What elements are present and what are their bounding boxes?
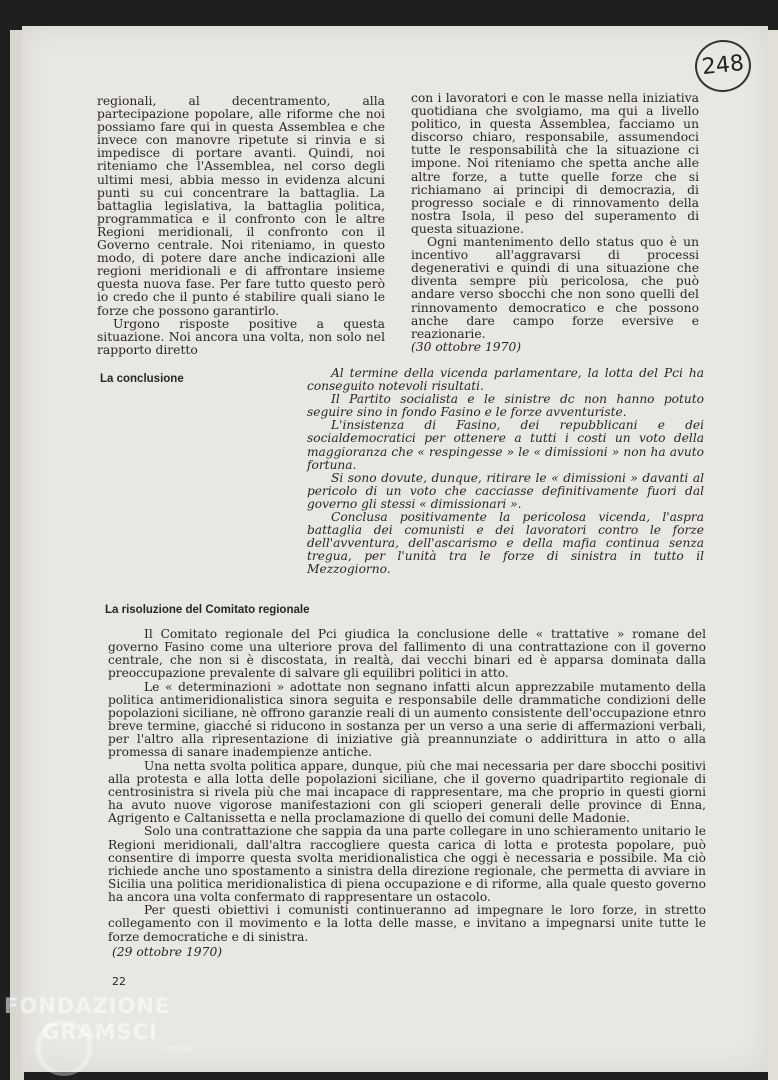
- risoluzione-paragraph-2: Le « determinazioni » adottate non segnano infatti alcun apprezzabile mutamento della politica antimeridionalistica sinora seguita e responsabile delle drammatiche condizioni delle popolazioni siciliane, nè offrono garanzie reali di un aumento consistente dell'occupazione etnro breve termine, giacché si riducono in sostanza per un verso a una serie di affermazioni verbali, per l'altro alla ripresentazione di iniziative già preannunziate o addirittura in atto o alla promessa di sanare inadempienze antiche.: [108, 679, 706, 760]
- risoluzione-paragraph-4: Solo una contrattazione che sappia da una parte collegare in uno schieramento unitario le Regioni meridionali, dall'altra raccogliere questa carica di lotta e protesta popolare, può consentire di imporre questa svolta meridionalistica che oggi è necessaria e possibile. Ma ciò richiede anche uno spostamento a sinistra della direzione regionale, che permetta di avviare in Sicilia una politica meridionalistica di piena occupazione e di riforme, alla quale questo governo ha ancora una volta confermato di rappresentare un ostacolo.: [108, 824, 706, 905]
- risoluzione-body: [108, 628, 706, 944]
- right-paragraph-1: con i lavoratori e con le masse nella iniziativa quotidiana che svolgiamo, ma qui a livello politico, in questa Assemblea, facciamo un discorso chiaro, responsabile, assumendoci tutte le responsabilità che la situazione ci impone. Noi riteniamo che spetta anche alle altre forze, a tutte quelle forze che si richiamano ai principi di democrazia, di progresso sociale e di rinnovamento della nostra Isola, il peso del superamento di questa situazione.: [411, 91, 699, 236]
- page-edge-right: [768, 30, 778, 1080]
- page-stamp: 248: [692, 37, 753, 95]
- watermark-line-1: FONDAZIONE: [4, 994, 171, 1018]
- risoluzione-date: (29 ottobre 1970): [112, 945, 223, 959]
- right-paragraph-2: Ogni mantenimento dello status quo è un incentivo all'aggravarsi di processi degenerativi e quindi di una situazione che diventa sempre più pericolosa, che può andare verso sbocchi che non sono quelli del rinnovamento democratico e che possono anche dare campo forze eversive e reazionarie.: [411, 235, 699, 341]
- left-paragraph-1: regionali, al decentramento, alla partecipazione popolare, alle riforme che noi possiamo fare qui in questa Assemblea e che invece con manovre ripetute si rinvia e si impedisce di portare avanti. Quindi, noi riteniamo che l'Assemblea, nel corso degli ultimi mesi, abbia messo in evidenza alcuni punti su cui concentrare la battaglia. La battaglia legislativa, la battaglia politica, programmatica e il confronto con le altre Regioni meridionali, il confronto con il Governo centrale. Noi riteniamo, in questo modo, di potere dare anche indicazioni alle regioni meridionali e di affrontare insieme questa nuova fase. Per fare tutto questo però io credo che il punto é stabilire quali siano le forze che possono garantirlo.: [97, 94, 385, 318]
- risoluzione-paragraph-5: Per questi obiettivi i comunisti continueranno ad impegnare le loro forze, in stretto collegamento con il movimento e la lotta delle masse, e invitano a impegnarsi unite tutte le forze democratiche e di sinistra.: [108, 903, 706, 944]
- risoluzione-paragraph-3: Una netta svolta politica appare, dunque, più che mai necessaria per dare sbocchi positivi alla protesta e alla lotta delle popolazioni siciliane, che il governo quadripartito regionale di centrosinistra si rivela più che mai incapace di rappresentare, ma che proprio in questi giorni ha avuto nuove vigorose manifestazioni con gli scioperi generali delle province di Enna, Agrigento e Caltanissetta e nella proclamazione di quello dei comuni delle Madonie.: [108, 758, 706, 826]
- watermark-line-2: GRAMSCI: [42, 1020, 158, 1044]
- risoluzione-heading: La risoluzione del Comitato regionale: [105, 604, 310, 616]
- page-number: 22: [112, 975, 126, 988]
- conclusione-paragraph-4: Si sono dovute, dunque, ritirare le « dimissioni » davanti al pericolo di un voto che cacciasse definitivamente fuori dal governo gli stessi « dimissionari ».: [307, 470, 704, 511]
- conclusione-paragraph-5: Conclusa positivamente la pericolosa vicenda, l'aspra battaglia dei comunisti e dei lavoratori contro le forze dell'avventura, dell'ascarismo e della mafia continua senza tregua, per l'unità tra le forze di sinistra in tutto il Mezzogiorno.: [307, 510, 704, 577]
- right-column-date: (30 ottobre 1970): [411, 339, 522, 354]
- column-right: [411, 92, 699, 354]
- conclusione-heading: La conclusione: [100, 373, 184, 385]
- watermark-line-3: onlus: [164, 1044, 194, 1054]
- conclusione-paragraph-1: Al termine della vicenda parlamentare, la lotta del Pci ha conseguito notevoli risultati.: [307, 366, 704, 394]
- left-paragraph-2: Urgono risposte positive a questa situazione. Noi ancora una volta, non solo nel rapporto diretto: [97, 316, 385, 357]
- conclusione-body: [307, 367, 704, 577]
- conclusione-paragraph-3: L'insistenza di Fasino, dei repubblicani e dei socialdemocratici per ottenere a tutti i costi un voto della maggioranza che « respingesse » le « dimissioni » non ha avuto fortuna.: [307, 418, 704, 472]
- column-left: [97, 95, 385, 357]
- conclusione-paragraph-2: Il Partito socialista e le sinistre dc non hanno potuto seguire sino in fondo Fasino e le forze avventuriste.: [307, 392, 704, 420]
- watermark: [4, 994, 204, 1054]
- risoluzione-paragraph-1: Il Comitato regionale del Pci giudica la conclusione delle « trattative » romane del governo Fasino come una ulteriore prova del fallimento di una contrattazione con il governo centrale, che non si è discostata, in realtà, dai vecchi binari ed è apparsa dominata dalla preoccupazione prevalente di salvare gli equilibri politici in atto.: [108, 627, 706, 681]
